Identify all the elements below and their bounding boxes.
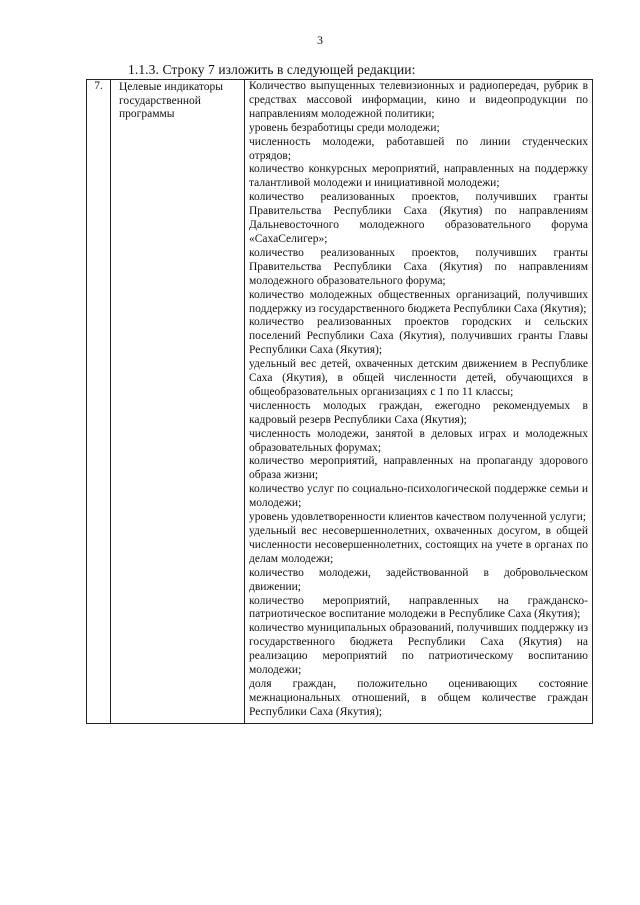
indicator-item: численность молодежи, работавшей по линии студенческих отрядов;: [249, 135, 588, 162]
indicators-table: [86, 79, 593, 724]
indicator-item: удельный вес детей, охваченных детским движением в Республике Саха (Якутия), в общей численности детей, обучающихся в общеобразовательных организациях с 1 по 11 классы;: [249, 358, 588, 398]
row-number: 7.: [94, 80, 103, 92]
indicator-item: уровень удовлетворенности клиентов качеством полученной услуги;: [249, 511, 586, 524]
indicator-item: численность молодых граждан, ежегодно рекомендуемых в кадровый резерв Республики Саха (Якутия);: [249, 399, 588, 426]
indicator-item: количество услуг по социально-психологической поддержке семьи и молодежи;: [249, 483, 588, 510]
indicator-item: Количество выпущенных телевизионных и радиопередач, рубрик в средствах массовой информации, кино и видеопродукции по направлениям молодежной политики;: [249, 80, 588, 120]
indicators-cell: [245, 80, 593, 724]
row-title-cell: [111, 80, 245, 724]
row-title: Целевые индикаторы государственной программы: [119, 81, 224, 120]
section-heading: 1.1.3. Строку 7 изложить в следующей редакции:: [128, 62, 416, 77]
indicator-item: количество молодежи, задействованной в добровольческом движении;: [249, 566, 588, 593]
indicator-item: численность молодежи, занятой в деловых играх и молодежных образовательных форумах;: [249, 427, 588, 454]
indicator-item: доля граждан, положительно оценивающих состояние межнациональных отношений, в общем количестве граждан Республики Саха (Якутия);: [249, 677, 588, 718]
indicator-item: количество реализованных проектов городских и сельских поселений Республики Саха (Якутия), получивших гранты Главы Республики Саха (Якутия);: [249, 316, 588, 357]
row-number-cell: [87, 80, 111, 724]
indicator-item: количество конкурсных мероприятий, направленных на поддержку талантливой молодежи и инициативной молодежи;: [249, 163, 588, 190]
table-row: [87, 80, 593, 724]
indicator-item: количество реализованных проектов, получивших гранты Правительства Республики Саха (Якутия) по направлениям Дальневосточного молодежного образовательного форума «СахаСелигер»;: [249, 191, 588, 245]
indicator-item: количество мероприятий, направленных на гражданско-патриотическое воспитание молодежи в Республике Саха (Якутия);: [249, 594, 588, 621]
indicator-item: уровень безработицы среди молодежи;: [249, 121, 440, 134]
page-number: 3: [317, 33, 323, 47]
indicator-item: удельный вес несовершеннолетних, охваченных досугом, в общей численности несовершеннолетних, состоящих на учете в органах по делам молодежи;: [249, 525, 588, 565]
indicator-item: количество молодежных общественных организаций, получивших поддержку из государственного бюджета Республики Саха (Якутия);: [249, 288, 588, 315]
indicator-item: количество муниципальных образований, получивших поддержку из государственного бюджета Республики Саха (Якутия) на реализацию мероприятий по патриотическому воспитанию молодежи;: [249, 622, 588, 677]
indicator-item: количество реализованных проектов, получивших гранты Правительства Республики Саха (Якутия) по направлениям молодежного образовательного форума;: [249, 246, 588, 287]
indicator-item: количество мероприятий, направленных на пропаганду здорового образа жизни;: [249, 455, 588, 482]
